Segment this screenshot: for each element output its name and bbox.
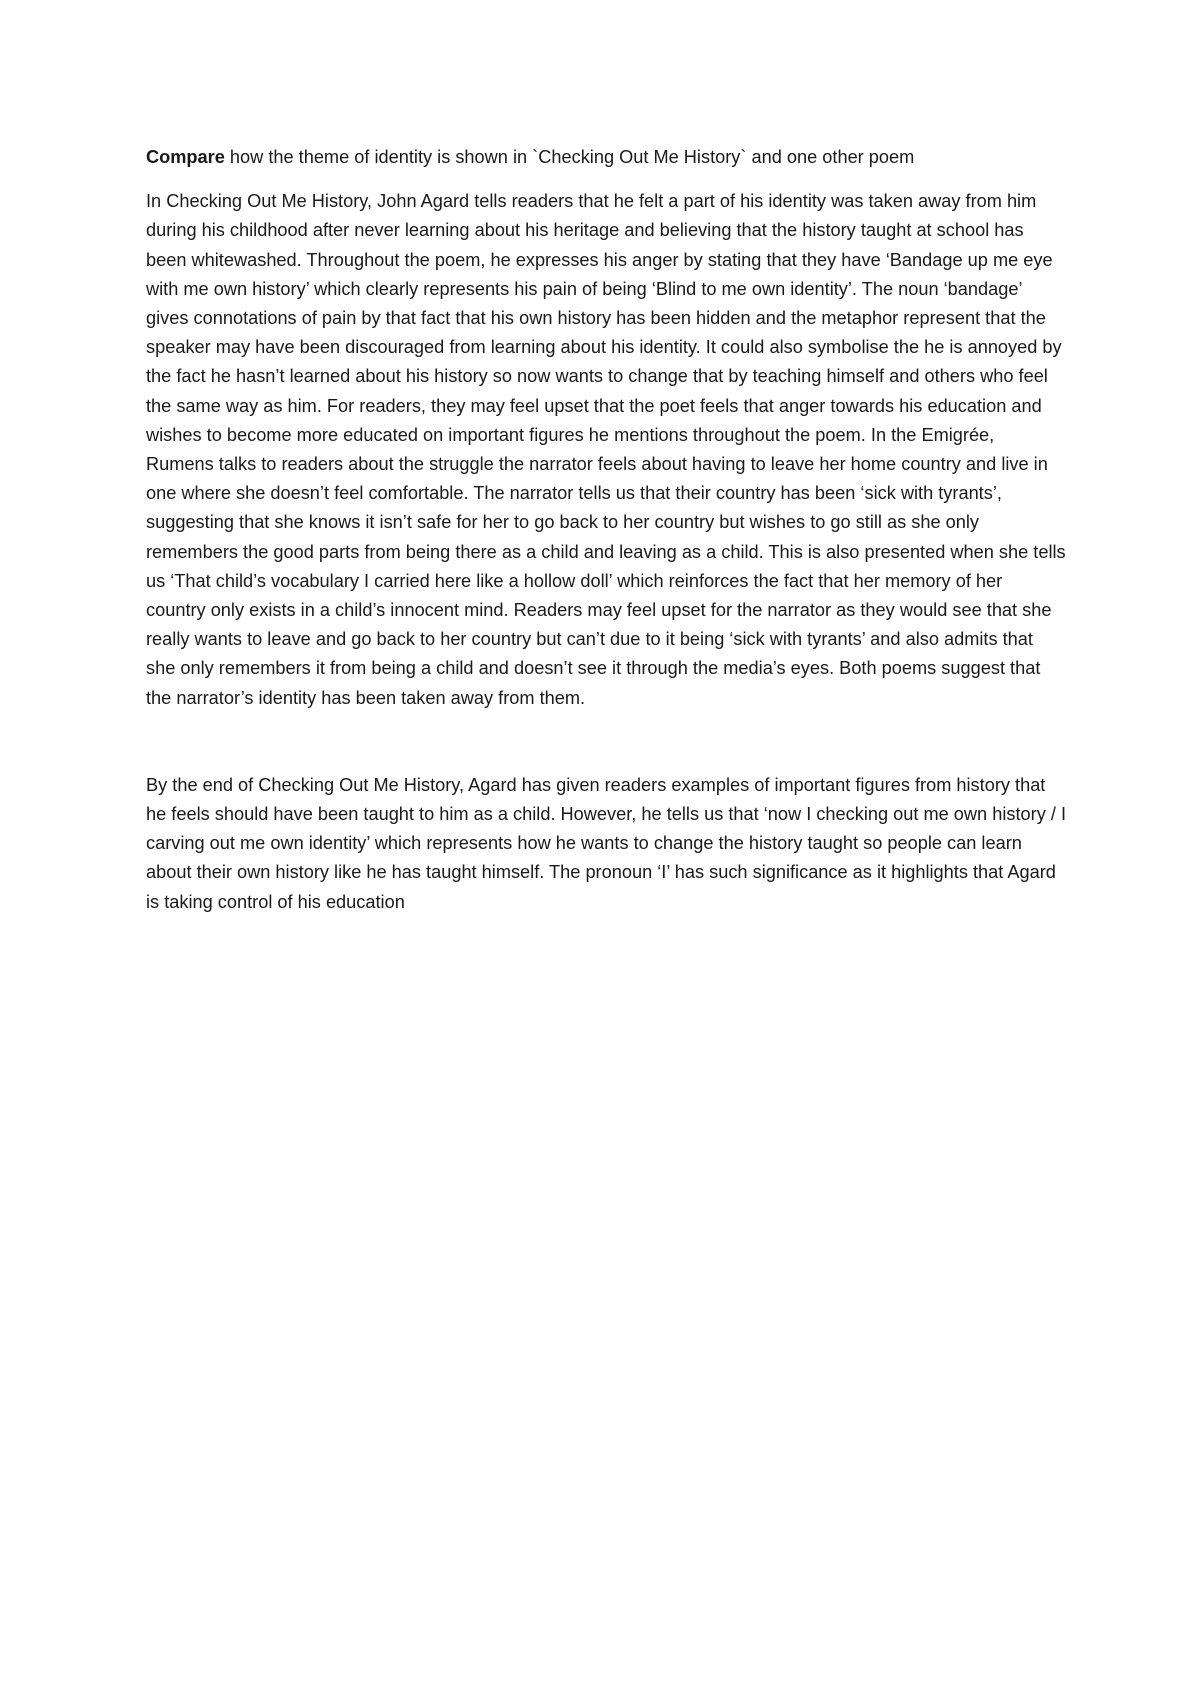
paragraph-2: By the end of Checking Out Me History, Agard has given readers examples of important figures from history that he feels should have been taught to him as a child. However, he tells us that ‘now I checking out me own history / I carving out me own identity’ which represents how he wants to change the history taught so people can learn about their own history like he has taught himself. The pronoun ‘I’ has such significance as it highlights that Agard is taking control of his education xyxy=(146,774,1066,912)
document-body xyxy=(146,143,1066,917)
essay-question xyxy=(146,143,1066,172)
essay-question-text: how the theme of identity is shown in `Checking Out Me History` and one other poem xyxy=(224,147,915,167)
paragraph-1: In Checking Out Me History, John Agard tells readers that he felt a part of his identity was taken away from him during his childhood after never learning about his heritage and believing that the history taught at school has been whitewashed. Throughout the poem, he expresses his anger by stating that they have ‘Bandage up me eye with me own history’ which clearly represents his pain of being ‘Blind to me own identity’. The noun ‘bandage’ gives connotations of pain by that fact that his own history has been hidden and the metaphor represent that the speaker may have been discouraged from learning about his identity. It could also symbolise the he is annoyed by the fact he hasn’t learned about his history so now wants to change that by teaching himself and others who feel the same way as him. For readers, they may feel upset that the poet feels that anger towards his education and wishes to become more educated on important figures he mentions throughout the poem. In the Emigrée, Rumens talks to readers about the struggle the narrator feels about having to leave her home country and live in one where she doesn’t feel comfortable. The narrator tells us that their country has been ‘sick with tyrants’, suggesting that she knows it isn’t safe for her to go back to her country but wishes to go still as she only remembers the good parts from being there as a child and leaving as a child. This is also presented when she tells us ‘That child’s vocabulary I carried here like a hollow doll’ which reinforces the fact that her memory of her country only exists in a child’s innocent mind. Readers may feel upset for the narrator as they would see that she really wants to leave and go back to her country but can’t due to it being ‘sick with tyrants’ and also admits that she only remembers it from being a child and doesn’t see it through the media’s eyes. Both poems suggest that the narrator’s identity has been taken away from them. xyxy=(146,191,1066,708)
paragraph-spacer xyxy=(146,713,1066,771)
essay-question-command-word: Compare xyxy=(146,147,225,167)
